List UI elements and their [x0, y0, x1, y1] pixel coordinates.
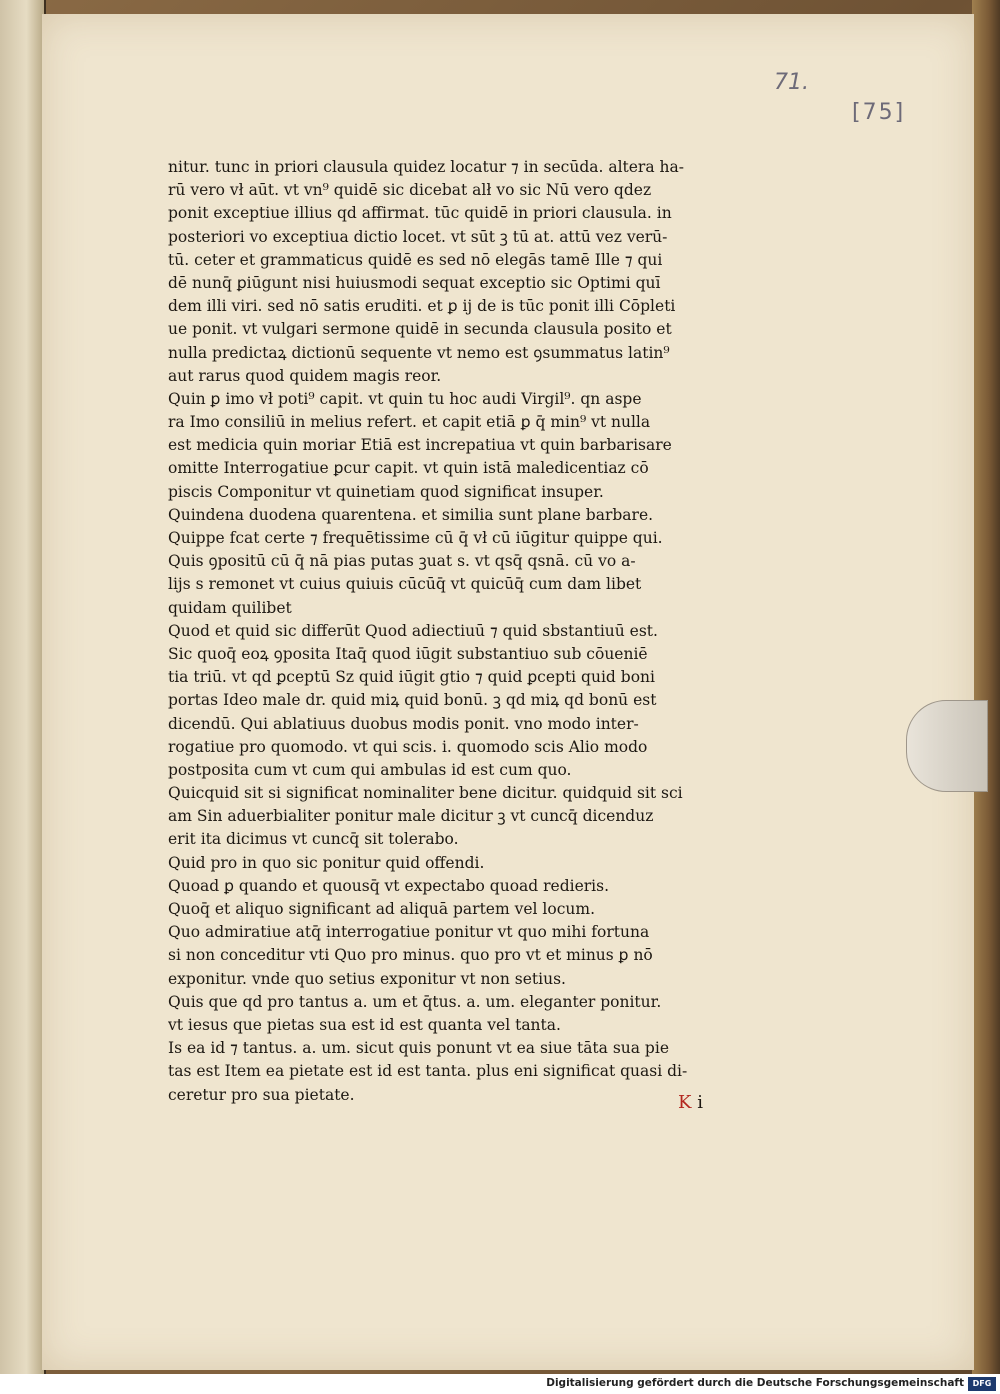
text-line: posteriori vo exceptiua dictio locet. vt sūt ꝫ tū at. attū vez verū- — [168, 227, 668, 246]
text-line: piscis Componitur vt quinetiam quod significat insuper. — [168, 482, 604, 501]
text-line: Quis ꝯpositū cū q̄ nā pias putas ꝫuat s. vt qsq̄ qsnā. cū vo a- — [168, 552, 636, 571]
text-line: nitur. tunc in priori clausula quidez locatur ⁊ in secūda. altera ha- — [168, 158, 684, 176]
text-line: Quo admiratiue atq̄ interrogatiue ponitur vt quo mihi fortuna — [168, 923, 650, 942]
text-line: rogatiue pro quomodo. vt qui scis. i. quomodo scis Alio modo — [168, 737, 648, 756]
text-line: dem illi viri. sed nō satis eruditi. et ꝑ ij de is tūc ponit illi Cōpleti — [168, 297, 676, 316]
page-clip — [906, 700, 988, 792]
funding-credit: Digitalisierung gefördert durch die Deutsche Forschungsgemeinschaft — [546, 1377, 964, 1389]
text-line: tas est Item ea pietate est id est tanta. plus eni significat quasi di- — [168, 1062, 688, 1081]
dfg-logo: DFG — [968, 1377, 996, 1391]
text-line: lijs s remonet vt cuius quiuis cūcūq̄ vt quicūq̄ cum dam libet — [168, 575, 642, 594]
text-line: ceretur pro sua pietate. — [168, 1085, 355, 1104]
text-line: nulla predictaꝝ dictionū sequente vt nemo est ꝯsummatus latin⁹ — [168, 343, 670, 362]
text-line: erit ita dicimus vt cuncq̄ sit tolerabo. — [168, 830, 459, 849]
text-line: vt iesus que pietas sua est id est quanta vel tanta. — [168, 1015, 561, 1034]
text-line: Quoad ꝑ quando et quousq̄ vt expectabo quoad redieris. — [168, 876, 610, 895]
text-line: exponitur. vnde quo setius exponitur vt non setius. — [168, 969, 566, 988]
text-line: am Sin aduerbialiter ponitur male dicitur ꝫ vt cuncq̄ dicenduz — [168, 807, 654, 826]
text-line: dē nunq̄ ꝑiūgunt nisi huiusmodi sequat exceptio sic Optimi quī — [168, 273, 661, 292]
signature-mark-number: i — [697, 1092, 703, 1113]
text-line: Quicquid sit si significat nominaliter bene dicitur. quidquid sit sci — [168, 784, 683, 803]
text-line: quidam quilibet — [168, 598, 292, 617]
text-line: est medicia quin moriar Etiā est increpatiua vt quin barbarisare — [168, 436, 672, 455]
text-line: Is ea id ⁊ tantus. a. um. sicut quis ponunt vt ea siue tāta sua pie — [168, 1039, 669, 1058]
left-page-edge — [0, 0, 46, 1374]
text-line: Quod et quid sic differūt Quod adiectiuū ⁊ quid sbstantiuū est. — [168, 621, 658, 640]
text-line: rū vero vł aūt. vt vn⁹ quidē sic dicebat alł vo sic Nū vero qdez — [168, 181, 652, 200]
text-line: ra Imo consiliū in melius refert. et capit etiā ꝑ q̄ min⁹ vt nulla — [168, 413, 651, 432]
text-line: tū. ceter et grammaticus quidē es sed nō elegās tamē Ille ⁊ qui — [168, 250, 663, 269]
text-line: aut rarus quod quidem magis reor. — [168, 366, 442, 385]
footer-bar — [0, 1374, 1000, 1394]
text-line: Quid pro in quo sic ponitur quid offendi. — [168, 853, 485, 872]
text-line: Quoq̄ et aliquo significant ad aliquā partem vel locum. — [168, 900, 595, 918]
text-line: Sic quoq̄ eoꝝ ꝯposita Itaq̄ quod iūgit substantiuo sub cōueniē — [168, 644, 648, 663]
book-cover-edge — [972, 0, 1000, 1374]
text-line: Quippe fcat certe ⁊ frequētissime cū q̄ vł cū iūgitur quippe qui. — [168, 529, 663, 547]
text-line: Quin ꝑ imo vł poti⁹ capit. vt quin tu hoc audi Virgil⁹. qn aspe — [168, 389, 642, 408]
text-line: omitte Interrogatiue ꝑcur capit. vt quin istā maledicentiaz cō — [168, 459, 649, 478]
signature-mark — [678, 1092, 703, 1113]
text-line: portas Ideo male dr. quid miꝝ quid bonū. ꝫ qd miꝝ qd bonū est — [168, 691, 657, 710]
incunabulum-text — [168, 156, 768, 1107]
text-line: si non conceditur vti Quo pro minus. quo pro vt et minus ꝑ nō — [168, 946, 653, 965]
text-line: ue ponit. vt vulgari sermone quidē in secunda clausula posito et — [168, 320, 672, 339]
shelf-mark: [75] — [852, 100, 906, 125]
text-line: postposita cum vt cum qui ambulas id est cum quo. — [168, 760, 572, 779]
text-line: Quindena duodena quarentena. et similia sunt plane barbare. — [168, 505, 654, 524]
text-line: Quis que qd pro tantus a. um et q̄tus. a. um. eleganter ponitur. — [168, 992, 662, 1011]
folio-number: 71. — [774, 70, 809, 95]
text-line: tia triū. vt qd ꝑceptū Sz quid iūgit gtio ⁊ quid ꝑcepti quid boni — [168, 668, 655, 687]
text-line: dicendū. Qui ablatiuus duobus modis ponit. vno modo inter- — [168, 714, 639, 733]
text-line: ponit exceptiue illius qd affirmat. tūc quidē in priori clausula. in — [168, 204, 672, 223]
signature-mark-red: K — [678, 1092, 692, 1113]
